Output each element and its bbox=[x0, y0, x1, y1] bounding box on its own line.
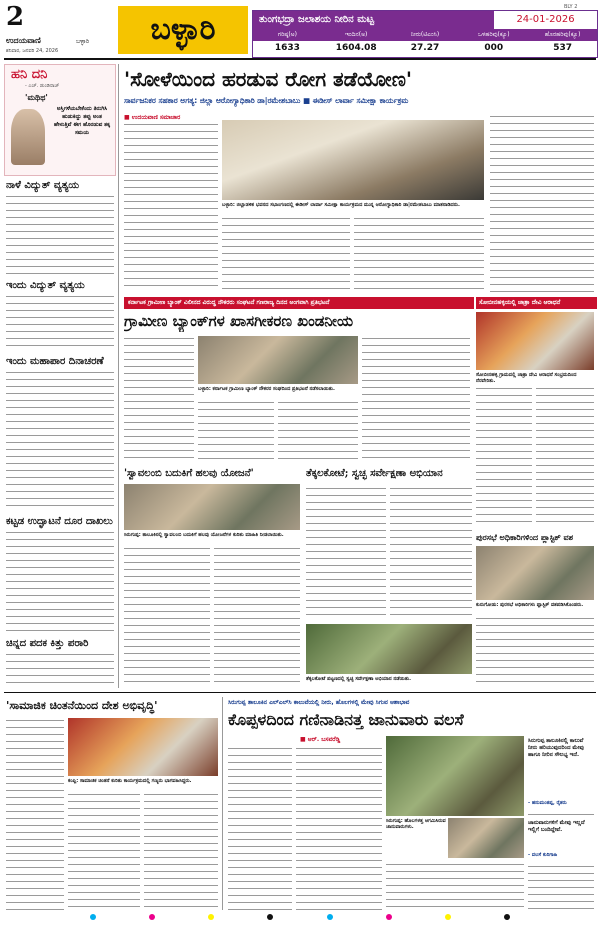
bank-body bbox=[362, 336, 470, 462]
hani-poem: ಅಸ್ತಿಗಳೆಯಬೇಕೆಂದು ತಿರುಗಿಸಿ ಹುಡುಕಿದ್ದು ತಪ್ಪು ಅಂತ ಹೇಳುತ್ತಿವೆ ಈಗ ಹೊರಡುವ ತಕ್ಕ ಸಮಯ bbox=[53, 106, 111, 136]
bottomleft-body bbox=[6, 718, 64, 910]
brief-title: ಕಟ್ಟಡ ಉದ್ಘಾಟನೆ ದೂರ ದಾಖಲು bbox=[6, 516, 113, 527]
migration-byline: ■ ಆರ್. ಬಸವರೆಡ್ಡಿ bbox=[300, 736, 341, 743]
dam-value: 000 bbox=[484, 43, 504, 53]
column-divider bbox=[118, 64, 119, 688]
dam-header: ಒಳಹರಿವು(ಕ್ಯೂ) bbox=[478, 31, 510, 38]
midcenter-body bbox=[390, 486, 472, 620]
lead-caption: ಬಳ್ಳಾರಿ: ಜಿಲ್ಲಾಡಳಿತ ಭವನದ ಸಭಾಂಗಣದಲ್ಲಿ ಈಡೀಸ್ ಲಾರ್ವಾ ಸಮೀಕ್ಷಾ ಕಾರ್ಯಕ್ರಮದ ಮುನ್ನ ಆರೋಗ್ಯಾಧಿಕಾರಿ ಡಾ|ರಮೇಶಬಾಬು ಮಾತನಾಡಿದರು. bbox=[222, 202, 460, 208]
dam-header: ನೀರು(ಟಿಎಂಸಿ) bbox=[410, 31, 440, 38]
dam-value: 1633 bbox=[274, 43, 300, 53]
section-rule bbox=[4, 692, 596, 693]
masthead-rule bbox=[4, 58, 596, 60]
migration-headline: ಕೊಪ್ಪಳದಿಂದ ಗಣಿನಾಡಿನತ್ತ ಜಾನುವಾರು ವಲಸೆ bbox=[228, 710, 464, 729]
masthead-left bbox=[6, 2, 116, 54]
brief-body bbox=[6, 194, 114, 274]
hani-author: - ಎಚ್. ಡುಂಡಿರಾಜ್ bbox=[25, 83, 60, 89]
dam-header: ಗರಿಷ್ಠ(ಅ) bbox=[277, 31, 297, 38]
dam-value: 1604.08 bbox=[335, 43, 377, 53]
page-number: 2 bbox=[6, 2, 25, 32]
date-line: ಶನಿವಾರ, ಜನವರಿ 24, 2026 bbox=[6, 48, 59, 54]
dam-level-box bbox=[252, 10, 598, 58]
migration-body bbox=[528, 864, 594, 910]
bottomleft-body bbox=[68, 792, 140, 910]
midleft-body bbox=[214, 546, 300, 688]
dam-header: ಹೊರಹರಿವು(ಕ್ಯೂ) bbox=[544, 31, 581, 38]
brief-title: ಇಂದು ವಿದ್ಯುತ್ ವ್ಯತ್ಯಯ bbox=[6, 280, 85, 291]
jatra-headline: ಸೋಬೀನಹಳ್ಳಿಯಲ್ಲಿ ಜಾತ್ರಾ ದೇವಿ ಆರಾಧನೆ bbox=[476, 297, 597, 309]
dam-header-row bbox=[253, 29, 597, 41]
lead-photo bbox=[222, 120, 484, 200]
midleft-caption: ಸಿರುಗುಪ್ಪ: ತಾಲೂಕಿನಲ್ಲಿ ಸ್ವಾವಲಂಬಿ ಬದುಕಿಗೆ ಹಲವು ಯೋಜನೆಗಳ ಕುರಿತು ಮಾಹಿತಿ ನೀಡಲಾಯಿತು. bbox=[124, 532, 284, 538]
midcenter-headline: ತೆಕ್ಕಲಕೋಟೆ; ಸ್ವಚ್ಛ ಸರ್ವೇಕ್ಷಣಾ ಅಭಿಯಾನ bbox=[306, 468, 443, 479]
bottomleft-body bbox=[144, 792, 218, 910]
migration-photo bbox=[386, 736, 524, 816]
print-registration-marks bbox=[90, 914, 510, 922]
midright-caption: ಕುರುಗೋಡು: ಪುರಸಭೆ ಅಧಿಕಾರಿಗಳು ಪ್ಲಾಸ್ಟಿಕ್ ವಶಪಡಿಸಿಕೊಂಡರು. bbox=[476, 602, 584, 608]
edition-tag: BLY 2 bbox=[564, 4, 578, 10]
midright-headline: ಪುರಸಭೆ ಅಧಿಕಾರಿಗಳಿಂದ ಪ್ಲಾಸ್ಟಿಕ್ ವಶ bbox=[476, 532, 574, 542]
migration-body bbox=[228, 746, 292, 910]
migration-quote: ಸಿರುಗುಪ್ಪ ತಾಲೂಕಿನಲ್ಲಿ ಕಾಲುವೆ ನೀರು ಹರಿಯುವುದರಿಂದ ಮೇವು ಹಾಗೂ ನೀರಿನ ಸೌಲಭ್ಯ ಇದೆ. bbox=[528, 738, 584, 758]
brand-tag: ಬಳ್ಳಾರಿ bbox=[76, 38, 89, 45]
dam-header: ಇಂದಿನ(ಅ) bbox=[344, 31, 368, 38]
lead-body bbox=[222, 216, 350, 292]
midright-photo bbox=[476, 546, 594, 600]
midleft-photo bbox=[124, 484, 300, 530]
brief-title: ಚಿನ್ನದ ಪದಕ ಕಿತ್ತು ಪರಾರಿ bbox=[6, 638, 89, 649]
migration-quote-by: - ವಲಸೆ ಕುರಿಗಾಹಿ bbox=[528, 852, 558, 858]
lead-subhead: ಸಾರ್ವಜನಿಕರ ಸಹಕಾರ ಅಗತ್ಯ: ಜಿಲ್ಲಾ ಆರೋಗ್ಯಾಧಿಕಾರಿ ಡಾ|ರಮೇಶಬಾಬು ■ ಈಡೀಸ್ ಲಾರ್ವಾ ಸಮೀಕ್ಷಾ ಕಾರ್ಯಕ್ರಮ bbox=[124, 96, 409, 105]
brief-title: ಇಂದು ಮಹಾಪಾರ ದಿನಾಚರಣೆ bbox=[6, 356, 104, 367]
jatra-caption: ಸೋಬೀನಹಳ್ಳಿ ಗ್ರಾಮದಲ್ಲಿ ಜಾತ್ರಾ ದೇವಿ ಆರಾಧನೆ ಸಂಭ್ರಮದಿಂದ ನೆರವೇರಿತು. bbox=[476, 372, 577, 384]
migration-quote-by: - ಹನುಮಂತಪ್ಪ, ರೈತರು bbox=[528, 800, 567, 806]
lead-body bbox=[124, 122, 218, 292]
brief-body bbox=[6, 370, 114, 510]
column-divider bbox=[222, 697, 223, 910]
lead-headline: 'ಸೋಳೆಯಿಂದ ಹರಡುವ ರೋಗ ತಡೆಯೋಣ' bbox=[124, 67, 412, 91]
midcenter-caption: ತೆಕ್ಕಲಕೋಟೆ ಪಟ್ಟಣದಲ್ಲಿ ಸ್ವಚ್ಛ ಸರ್ವೇಕ್ಷಣಾ ಅಭಿಯಾನ ನಡೆಯಿತು. bbox=[306, 676, 412, 682]
bank-photo bbox=[198, 336, 358, 384]
bank-caption: ಬಳ್ಳಾರಿ: ಕರ್ನಾಟಕ ಗ್ರಾಮೀಣ ಬ್ಯಾಂಕ್ ನೌಕರರ ಸಂಘದಿಂದ ಪ್ರತಿಭಟನೆ ನಡೆಸಲಾಯಿತು. bbox=[198, 386, 335, 392]
dam-title: ತುಂಗಭದ್ರಾ ಜಲಾಶಯ ನೀರಿನ ಮಟ್ಟ bbox=[253, 11, 494, 29]
lead-body bbox=[354, 216, 484, 292]
migration-photo-small bbox=[448, 818, 524, 858]
hani-poem-title: 'ಮಥಿಥ' bbox=[25, 93, 48, 102]
jatra-body bbox=[536, 386, 594, 526]
bank-body bbox=[198, 400, 274, 462]
city-title: ಬಳ್ಳಾರಿ bbox=[150, 12, 216, 47]
brief-body bbox=[6, 530, 114, 632]
brief-title: ನಾಳೆ ವಿದ್ಯುತ್ ವ್ಯತ್ಯಯ bbox=[6, 180, 80, 191]
bank-headline: ಗ್ರಾಮೀಣ ಬ್ಯಾಂಕ್‌ಗಳ ಖಾಸಗೀಕರಣ ಖಂಡನೀಯ bbox=[124, 312, 354, 330]
bank-kicker: ಕರ್ನಾಟಕ ಗ್ರಾಮೀಣ ಬ್ಯಾಂಕ್ ವಿಲೀನದ ವಿರುದ್ಧ ನೌಕರರು ಸಂಘಟನೆ ಗಣರಾಜ್ಯ ದಿನದ ಅಂಗವಾಗಿ ಪ್ರತಿಭಟನೆ bbox=[124, 297, 474, 309]
midright-body bbox=[476, 616, 594, 688]
midcenter-body bbox=[306, 486, 386, 620]
brief-body bbox=[6, 294, 114, 350]
hani-dani-title: ಹನಿ ದನಿ bbox=[11, 67, 48, 82]
hani-dani-box bbox=[4, 64, 116, 176]
lead-byline: ■ ಉದಯವಾಣಿ ಸಮಾಚಾರ bbox=[124, 114, 181, 121]
midleft-headline: 'ಸ್ವಾವಲಂಬಿ ಬದುಕಿಗೆ ಹಲವು ಯೋಜನೆ' bbox=[124, 468, 254, 479]
quote-divider bbox=[528, 814, 594, 815]
dam-value: 537 bbox=[553, 43, 572, 53]
migration-photo-caption: ಸಿರುಗುಪ್ಪ: ಹೊಲಗಳತ್ತ ಆಗಮಿಸಿರುವ ಜಾನುವಾರುಗಳು. bbox=[386, 818, 446, 830]
dam-value-row bbox=[253, 41, 597, 56]
brand-name: ಉದಯವಾಣಿ bbox=[6, 36, 41, 45]
lead-body bbox=[490, 114, 594, 292]
city-title-box bbox=[118, 6, 248, 54]
dam-value: 27.27 bbox=[410, 43, 440, 53]
author-portrait bbox=[11, 109, 45, 165]
bottomleft-photo bbox=[68, 718, 218, 776]
bank-body bbox=[124, 336, 194, 462]
brief-body bbox=[6, 652, 114, 688]
bank-body bbox=[278, 400, 358, 462]
dam-date: 24-01-2026 bbox=[494, 11, 597, 29]
bottomleft-caption: ಕಂಪ್ಲಿ: ಸಾಮಾಜಿಕ ಚಿಂತನೆ ಕುರಿತು ಕಾರ್ಯಕ್ರಮದಲ್ಲಿ ಗಣ್ಯರು ಭಾಗವಹಿಸಿದ್ದರು. bbox=[68, 778, 192, 784]
migration-body bbox=[386, 862, 524, 910]
migration-body bbox=[296, 746, 382, 910]
migration-quote: ಜಾನುವಾರುಗಳಿಗೆ ಮೇವು ಇಲ್ಲದೆ ಇಲ್ಲಿಗೆ ಬಂದಿದ್ದೇವೆ. bbox=[528, 820, 585, 833]
migration-kicker: ಸಿರುಗುಪ್ಪ ತಾಲೂಕಿನ ಎಲ್‌ಎಲ್‌ಸಿ ಕಾಲುವೆಯಲ್ಲಿ ನೀರು, ಹೊಲಗಳಲ್ಲಿ ಮೇವು ಸಿಗುವ ಆಶಾಭಾವ bbox=[228, 699, 410, 706]
midleft-body bbox=[124, 546, 210, 688]
jatra-photo bbox=[476, 312, 594, 370]
bottomleft-headline: 'ಸಾಮಾಜಿಕ ಚಿಂತನೆಯಿಂದ ದೇಶ ಅಭಿವೃದ್ಧಿ' bbox=[6, 699, 158, 712]
jatra-body bbox=[476, 386, 532, 526]
midcenter-photo bbox=[306, 624, 472, 674]
